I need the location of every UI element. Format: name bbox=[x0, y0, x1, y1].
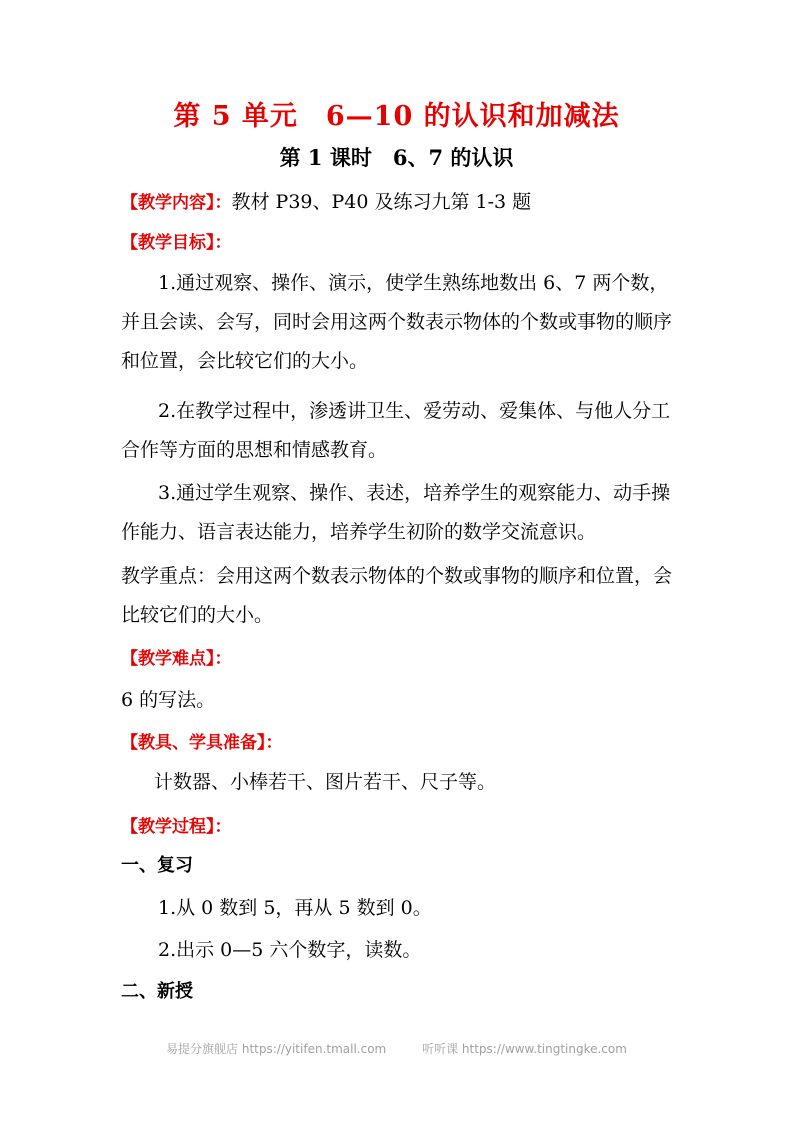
key-point: 教学重点：会用这两个数表示物体的个数或事物的顺序和位置，会比较它们的大小。 bbox=[121, 565, 673, 626]
review-item-1: 1.从 0 数到 5，再从 5 数到 0。 bbox=[158, 897, 432, 919]
difficulty-label: 【教学难点】： bbox=[121, 649, 232, 669]
preparation-row bbox=[121, 730, 283, 755]
objectives-row bbox=[121, 230, 232, 255]
footer-right-link[interactable]: 听听课 https://www.tingtingke.com bbox=[422, 1042, 627, 1056]
page-footer bbox=[0, 1040, 793, 1057]
content-row bbox=[121, 190, 531, 215]
new-lesson-heading: 二、新授 bbox=[121, 981, 193, 1002]
preparation-text: 计数器、小棒若干、图片若干、尺子等。 bbox=[154, 771, 497, 793]
footer-left-link[interactable]: 易提分旗舰店 https://yitifen.tmall.com bbox=[166, 1042, 387, 1056]
content-label: 【教学内容】： bbox=[121, 193, 232, 213]
objective-item-1: 1.通过观察、操作、演示，使学生熟练地数出 6、7 两个数，并且会读、会写，同时会用这两个数表示物体的个数或事物的顺序和位置，会比较它们的大小。 bbox=[121, 272, 673, 372]
review-heading: 一、复习 bbox=[121, 855, 193, 876]
objective-item-3: 3.通过学生观察、操作、表述，培养学生的观察能力、动手操作能力、语言表达能力，培养学生初阶的数学交流意识。 bbox=[121, 482, 671, 543]
difficulty-text: 6 的写法。 bbox=[121, 689, 216, 711]
preparation-label: 【教具、学具准备】： bbox=[121, 733, 283, 753]
objective-item-2: 2.在教学过程中，渗透讲卫生、爱劳动、爱集体、与他人分工合作等方面的思想和情感教育。 bbox=[121, 400, 671, 461]
difficulty-row bbox=[121, 646, 232, 671]
review-item-2: 2.出示 0—5 六个数字，读数。 bbox=[158, 939, 422, 961]
unit-title: 第 5 单元 6—10 的认识和加减法 bbox=[173, 101, 620, 132]
content-text: 教材 P39、P40 及练习九第 1-3 题 bbox=[231, 191, 532, 213]
objectives-label: 【教学目标】： bbox=[121, 233, 232, 253]
lesson-subtitle: 第 1 课时 6、7 的认识 bbox=[279, 145, 514, 170]
process-label: 【教学过程】： bbox=[121, 817, 232, 837]
process-row bbox=[121, 814, 232, 839]
